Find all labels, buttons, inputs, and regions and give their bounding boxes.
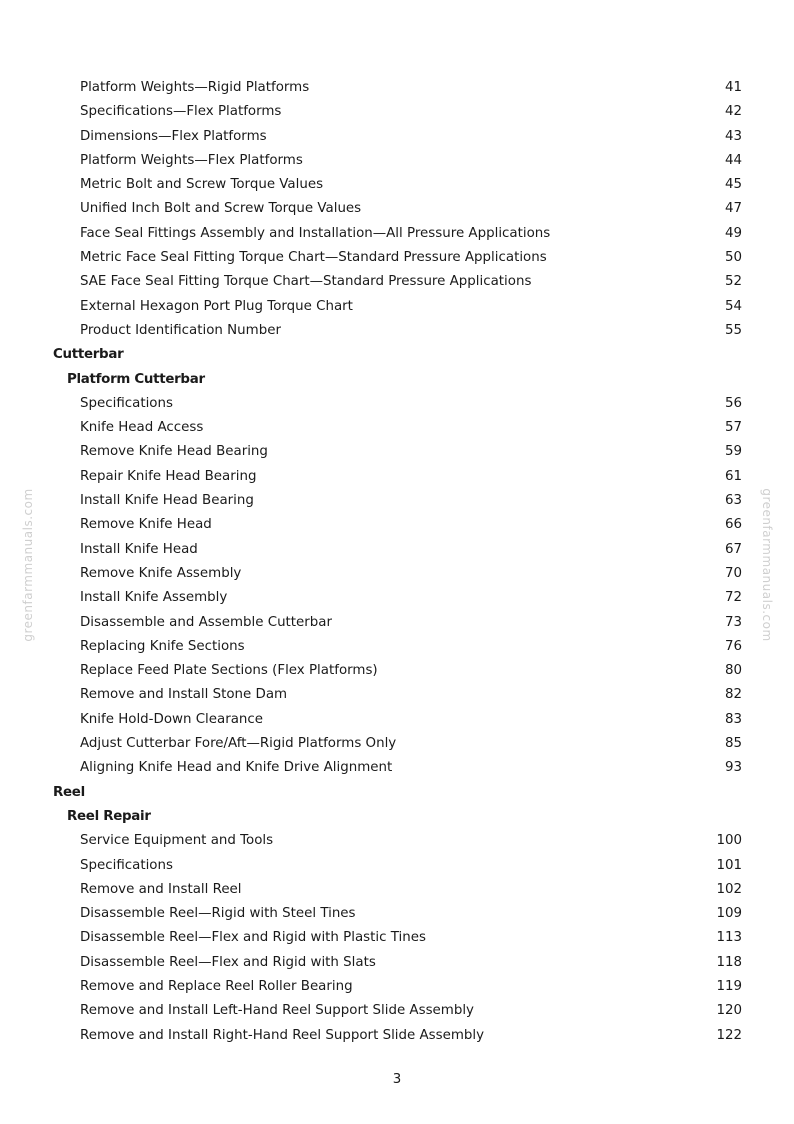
toc-entry-title: Specifications — [80, 857, 173, 873]
toc-entry[interactable] — [0, 100, 794, 124]
toc-entry[interactable] — [0, 392, 794, 416]
toc-entry[interactable] — [0, 76, 794, 100]
toc-entry[interactable] — [0, 513, 794, 537]
toc-entry[interactable] — [0, 416, 794, 440]
toc-entry-page-number: 102 — [716, 881, 742, 897]
toc-entry-title: Reel Repair — [67, 808, 151, 824]
toc-entry-title: Remove and Replace Reel Roller Bearing — [80, 978, 353, 994]
toc-entry-page-number: 101 — [716, 857, 742, 873]
toc-entry-page-number: 61 — [724, 468, 742, 484]
toc-entry-title: Replacing Knife Sections — [80, 638, 245, 654]
toc-entry-page-number: 41 — [724, 80, 742, 95]
toc-entry[interactable] — [0, 270, 794, 294]
toc-entry[interactable] — [0, 562, 794, 586]
toc-entry-title: Remove and Install Stone Dam — [80, 687, 288, 703]
toc-entry-title: Install Knife Assembly — [80, 590, 228, 606]
toc-entry-title: Remove Knife Head Bearing — [80, 444, 268, 460]
toc-entry[interactable] — [0, 902, 794, 926]
toc-entry-title: Install Knife Head Bearing — [80, 493, 254, 509]
toc-entry[interactable] — [0, 295, 794, 319]
toc-entry[interactable] — [0, 756, 794, 780]
toc-entry[interactable] — [0, 951, 794, 975]
toc-entry[interactable] — [0, 1024, 794, 1048]
toc-entry[interactable] — [0, 975, 794, 999]
toc-entry[interactable] — [0, 829, 794, 853]
toc-entry-page-number: 93 — [724, 760, 742, 776]
toc-entry-title: Metric Bolt and Screw Torque Values — [80, 177, 324, 193]
toc-entry[interactable] — [0, 149, 794, 173]
toc-entry[interactable] — [0, 173, 794, 197]
toc-entry-title: Repair Knife Head Bearing — [80, 468, 257, 484]
toc-entry-title: Replace Feed Plate Sections (Flex Platforms) — [80, 663, 378, 679]
toc-entry-page-number: 50 — [724, 250, 742, 266]
toc-entry[interactable] — [0, 999, 794, 1023]
toc-entry-page-number: 118 — [716, 954, 742, 970]
toc-entry-title: Install Knife Head — [80, 541, 198, 557]
toc-entry-title: Knife Head Access — [80, 420, 204, 436]
toc-entry-title: Disassemble Reel—Rigid with Steel Tines — [80, 906, 356, 922]
toc-entry-page-number: 54 — [724, 298, 742, 314]
toc-entry-page-number: 122 — [716, 1027, 742, 1043]
toc-entry-page-number: 80 — [724, 663, 742, 679]
toc-entry[interactable] — [0, 611, 794, 635]
toc-entry-title: Service Equipment and Tools — [80, 833, 274, 849]
toc-entry-title: Metric Face Seal Fitting Torque Chart—Standard Pressure Applications — [80, 250, 547, 266]
toc-entry-title: Disassemble Reel—Flex and Rigid with Slats — [80, 954, 376, 970]
toc-entry-title: Remove and Install Reel — [80, 881, 242, 897]
toc-entry-page-number: 119 — [716, 978, 742, 994]
table-of-contents — [0, 76, 794, 1048]
toc-entry-page-number: 52 — [724, 274, 742, 290]
toc-entry-title: Knife Hold-Down Clearance — [80, 711, 264, 727]
toc-entry-page-number: 72 — [724, 590, 742, 606]
toc-entry-page-number: 67 — [724, 541, 742, 557]
toc-entry-title: Remove Knife Assembly — [80, 565, 242, 581]
toc-entry-page-number: 70 — [724, 565, 742, 581]
toc-entry-page-number: 73 — [724, 614, 742, 630]
toc-entry[interactable] — [0, 854, 794, 878]
toc-entry-title: SAE Face Seal Fitting Torque Chart—Standard Pressure Applications — [80, 274, 532, 290]
toc-entry-title: Specifications—Flex Platforms — [80, 104, 282, 120]
toc-entry-title: Reel — [53, 784, 85, 800]
toc-entry[interactable] — [0, 926, 794, 950]
toc-entry-title: Platform Weights—Flex Platforms — [80, 152, 303, 168]
toc-entry[interactable] — [0, 246, 794, 270]
toc-entry-title: Disassemble and Assemble Cutterbar — [80, 614, 333, 630]
toc-entry-page-number: 44 — [724, 152, 742, 168]
toc-entry-page-number: 55 — [724, 322, 742, 338]
toc-entry-title: Remove and Install Right-Hand Reel Support Slide Assembly — [80, 1027, 485, 1043]
toc-entry-title: Adjust Cutterbar Fore/Aft—Rigid Platforms Only — [80, 736, 397, 752]
toc-entry-title: Dimensions—Flex Platforms — [80, 128, 267, 144]
toc-entry-page-number: 66 — [724, 517, 742, 533]
toc-entry-page-number: 45 — [724, 177, 742, 193]
toc-entry-page-number: 63 — [724, 493, 742, 509]
toc-entry-title: Product Identification Number — [80, 322, 281, 338]
toc-entry[interactable] — [0, 659, 794, 683]
toc-entry[interactable] — [0, 222, 794, 246]
toc-subsection-heading — [0, 368, 794, 392]
toc-entry-page-number: 49 — [724, 225, 742, 241]
toc-entry-page-number: 85 — [724, 736, 742, 752]
toc-entry-title: Platform Cutterbar — [67, 371, 205, 387]
toc-entry-title: Specifications — [80, 395, 173, 411]
toc-entry-title: Disassemble Reel—Flex and Rigid with Plastic Tines — [80, 930, 426, 946]
toc-entry[interactable] — [0, 538, 794, 562]
toc-entry-title: Cutterbar — [53, 347, 124, 363]
toc-entry[interactable] — [0, 125, 794, 149]
toc-entry-page-number: 83 — [724, 711, 742, 727]
toc-entry-title: Unified Inch Bolt and Screw Torque Values — [80, 201, 362, 217]
toc-entry-title: Face Seal Fittings Assembly and Installation—All Pressure Applications — [80, 225, 551, 241]
watermark-left: greenfarmmanuals.com — [21, 488, 35, 642]
toc-entry-title: External Hexagon Port Plug Torque Chart — [80, 298, 353, 314]
toc-entry-title: Remove Knife Head — [80, 517, 212, 533]
toc-entry-page-number: 120 — [716, 1003, 742, 1019]
toc-entry-page-number: 43 — [724, 128, 742, 144]
toc-entry-page-number: 59 — [724, 444, 742, 460]
toc-entry[interactable] — [0, 878, 794, 902]
toc-entry-title: Aligning Knife Head and Knife Drive Alignment — [80, 760, 393, 776]
watermark-right: greenfarmmanuals.com — [760, 488, 774, 642]
toc-entry-page-number: 100 — [716, 833, 742, 849]
toc-entry-page-number: 82 — [724, 687, 742, 703]
page-number: 3 — [392, 1072, 402, 1087]
toc-entry-page-number: 109 — [716, 906, 742, 922]
toc-entry-title: Remove and Install Left-Hand Reel Support Slide Assembly — [80, 1003, 474, 1019]
toc-subsection-heading — [0, 805, 794, 829]
toc-entry[interactable] — [0, 319, 794, 343]
toc-entry-page-number: 57 — [724, 420, 742, 436]
toc-entry[interactable] — [0, 465, 794, 489]
toc-entry-title: Platform Weights—Rigid Platforms — [80, 80, 310, 95]
toc-entry[interactable] — [0, 708, 794, 732]
toc-entry[interactable] — [0, 489, 794, 513]
toc-entry[interactable] — [0, 683, 794, 707]
toc-entry-page-number: 76 — [724, 638, 742, 654]
toc-section-heading — [0, 343, 794, 367]
toc-entry[interactable] — [0, 197, 794, 221]
toc-entry[interactable] — [0, 440, 794, 464]
toc-entry[interactable] — [0, 586, 794, 610]
toc-entry[interactable] — [0, 732, 794, 756]
toc-entry-page-number: 42 — [724, 104, 742, 120]
toc-entry-page-number: 47 — [724, 201, 742, 217]
toc-entry-page-number: 56 — [724, 395, 742, 411]
toc-entry[interactable] — [0, 635, 794, 659]
toc-entry-page-number: 113 — [716, 930, 742, 946]
toc-section-heading — [0, 781, 794, 805]
